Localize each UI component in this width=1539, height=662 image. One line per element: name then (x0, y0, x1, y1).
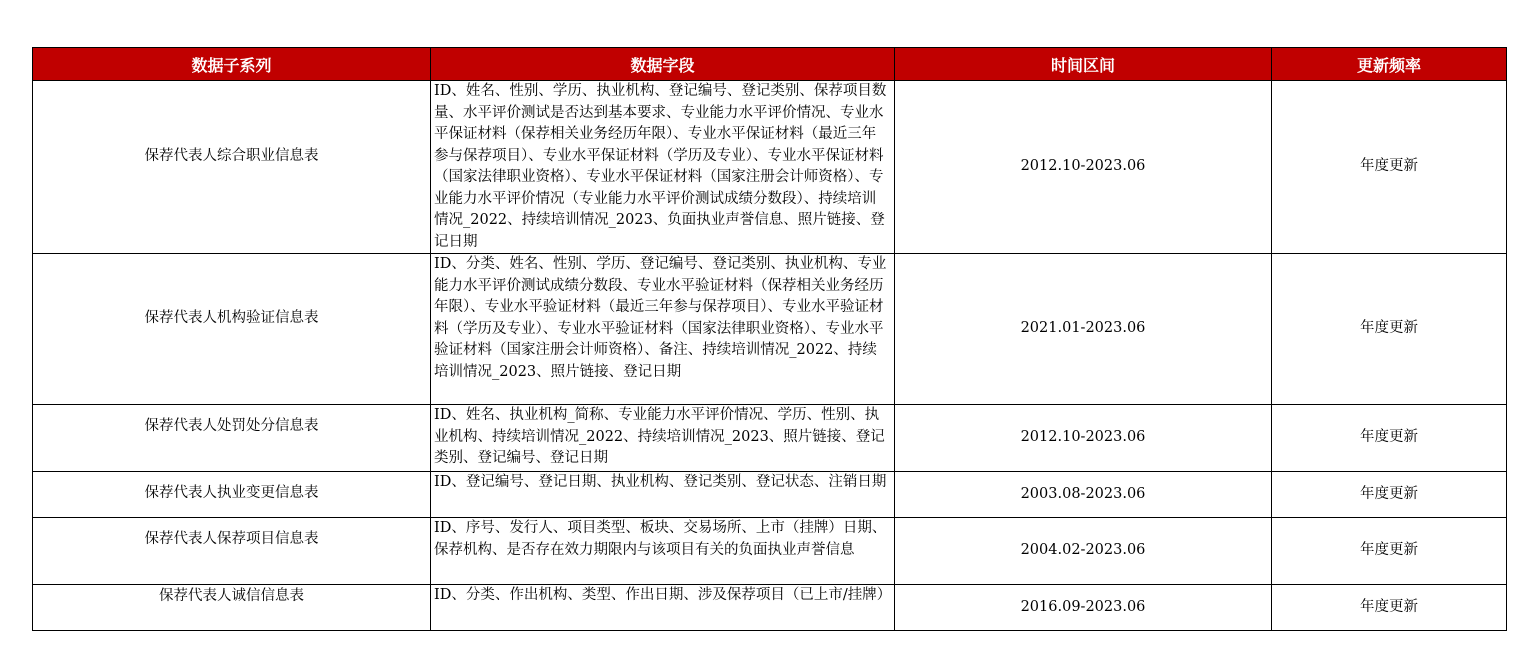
series-fields: ID、序号、发行人、项目类型、板块、交易场所、上市（挂牌）日期、保荐机构、是否存在效力期限内与该项目有关的负面执业声誉信息 (431, 518, 895, 585)
series-fields: ID、姓名、执业机构_简称、专业能力水平评价情况、学历、性别、执业机构、持续培训情况_2022、持续培训情况_2023、照片链接、登记类别、登记编号、登记日期 (431, 405, 895, 472)
series-fields: ID、姓名、性别、学历、执业机构、登记编号、登记类别、保荐项目数量、水平评价测试是否达到基本要求、专业能力水平评价情况、专业水平保证材料（保荐相关业务经历年限）、专业水平保证材料（最近三年参与保荐项目）、专业水平保证材料（学历及专业）、专业水平保证材料（国家法律职业资格）、专业水平保证材料（国家注册会计师资格）、专业能力水平评价情况（专业能力水平评价测试成绩分数段）、持续培训情况_2022、持续培训情况_2023、负面执业声誉信息、照片链接、登记日期 (431, 81, 895, 254)
data-series-table (32, 47, 1507, 631)
series-name: 保荐代表人处罚处分信息表 (144, 418, 319, 434)
table-row (33, 405, 1507, 472)
series-fields: ID、分类、姓名、性别、学历、登记编号、登记类别、执业机构、专业能力水平评价测试成绩分数段、专业水平验证材料（保荐相关业务经历年限）、专业水平验证材料（最近三年参与保荐项目）、专业水平验证材料（学历及专业）、专业水平验证材料（国家法律职业资格）、专业水平验证材料（国家注册会计师资格）、备注、持续培训情况_2022、持续培训情况_2023、照片链接、登记日期 (431, 254, 895, 405)
series-range: 2003.08-2023.06 (895, 472, 1272, 518)
series-name: 保荐代表人机构验证信息表 (144, 310, 319, 326)
series-frequency: 年度更新 (1272, 81, 1507, 254)
series-fields: ID、分类、作出机构、类型、作出日期、涉及保荐项目（已上市/挂牌） (431, 585, 895, 631)
series-name-cell (33, 405, 431, 472)
series-name: 保荐代表人综合职业信息表 (144, 148, 319, 164)
header-fields: 数据字段 (431, 48, 895, 81)
series-range: 2004.02-2023.06 (895, 518, 1272, 585)
series-frequency: 年度更新 (1272, 405, 1507, 472)
series-name: 保荐代表人诚信信息表 (159, 588, 304, 604)
series-name: 保荐代表人保荐项目信息表 (144, 531, 319, 547)
series-fields: ID、登记编号、登记日期、执业机构、登记类别、登记状态、注销日期 (431, 472, 895, 518)
series-range: 2021.01-2023.06 (895, 254, 1272, 405)
series-name-cell (33, 81, 431, 254)
series-range: 2012.10-2023.06 (895, 405, 1272, 472)
series-frequency: 年度更新 (1272, 585, 1507, 631)
series-range: 2016.09-2023.06 (895, 585, 1272, 631)
table-header-row (33, 48, 1507, 81)
table-row (33, 81, 1507, 254)
series-name: 保荐代表人执业变更信息表 (144, 485, 319, 501)
table-row (33, 254, 1507, 405)
series-frequency: 年度更新 (1272, 472, 1507, 518)
table-row (33, 472, 1507, 518)
table-row (33, 518, 1507, 585)
series-range: 2012.10-2023.06 (895, 81, 1272, 254)
series-name-cell (33, 585, 431, 631)
header-frequency: 更新频率 (1272, 48, 1507, 81)
series-frequency: 年度更新 (1272, 518, 1507, 585)
series-frequency: 年度更新 (1272, 254, 1507, 405)
series-name-cell (33, 518, 431, 585)
header-range: 时间区间 (895, 48, 1272, 81)
table-row (33, 585, 1507, 631)
series-name-cell (33, 254, 431, 405)
series-name-cell (33, 472, 431, 518)
header-series: 数据子系列 (33, 48, 431, 81)
